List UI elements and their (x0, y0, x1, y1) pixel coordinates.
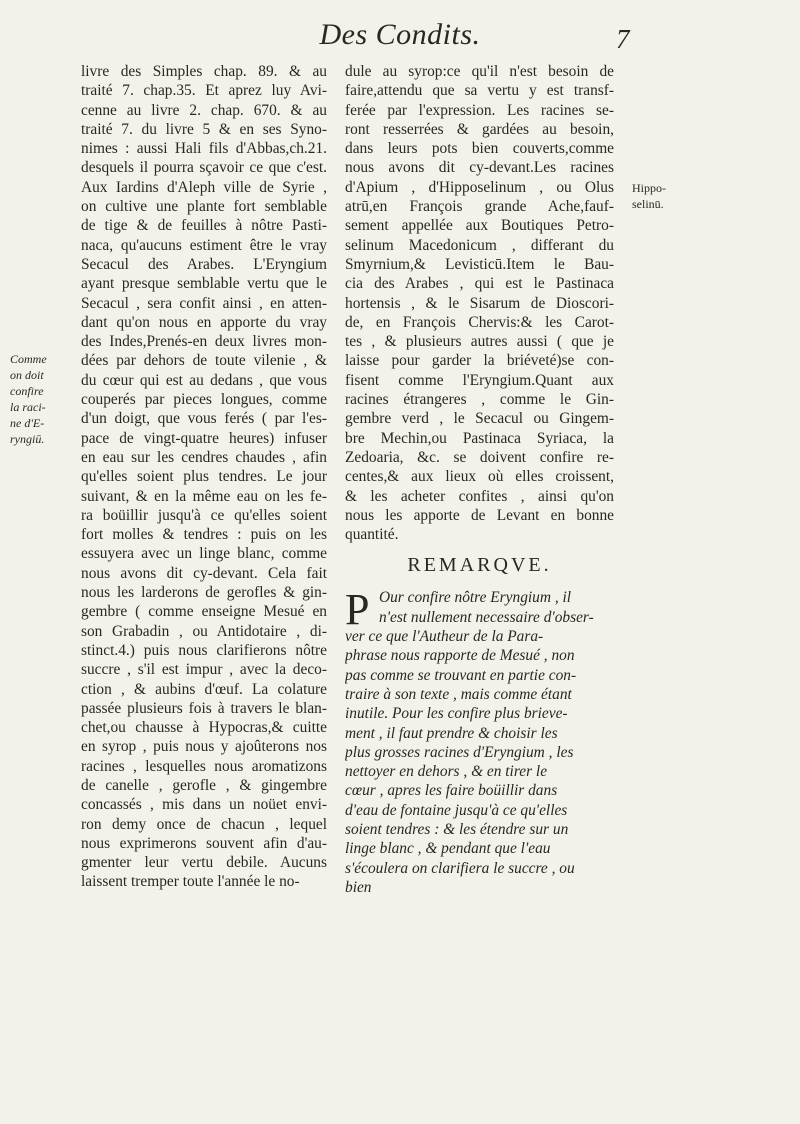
text-line: gembre ( comme enseigne Mesué en (81, 603, 327, 621)
page-header (0, 18, 800, 52)
text-line: essuyera avec un linge blanc, comme (81, 545, 327, 563)
text-line: livre des Simples chap. 89. & au (81, 63, 327, 80)
left-margin-note (10, 351, 47, 447)
text-line: gmenter leur vertu debile. Aucuns (81, 854, 327, 872)
remark-line: d'eau de fontaine jusqu'à ce qu'elles (345, 801, 568, 819)
running-title: Des Condits. (319, 18, 481, 51)
text-line: en syrop , puis nous y ajoûterons nos (81, 738, 327, 756)
text-line: sement appellée aux Boutiques Petro- (345, 217, 614, 235)
remark-line: plus grosses racines d'Eryngium , les (345, 743, 574, 761)
margin-note-line: on doit (10, 368, 44, 382)
text-line: fisent comme l'Eryngium.Quant aux (345, 371, 614, 389)
remark-line: bien (345, 878, 372, 896)
remark-line: phrase nous rapporte de Mesué , non (345, 647, 575, 665)
remark-opening (345, 585, 614, 897)
text-line: racines , lesquelles nous aromatizons (81, 757, 327, 775)
text-line: on cultive une plante fort semblable (81, 198, 327, 216)
text-line: ron demy once de chacun , lequel (81, 815, 327, 833)
text-line: Secacul des Arabes. L'Eryngium (81, 255, 327, 273)
right-margin-note (632, 180, 666, 212)
text-line: naca, qu'aucuns estiment être le vray (81, 236, 327, 254)
text-line: d'un doigt, que vous ferés ( par l'es- (81, 410, 327, 428)
text-line: dule au syrop:ce qu'il n'est besoin de (345, 63, 614, 80)
text-line: hortensis , & le Sisarum de Dioscori- (345, 294, 614, 312)
text-line: nous exprimerons souvent afin d'au- (81, 834, 327, 852)
text-line: pace de vingt-quatre heures) infuser (81, 429, 327, 447)
text-line: quantité. (345, 526, 399, 544)
margin-note-line: la raci- (10, 400, 46, 414)
text-line: d'Apium , d'Hipposelinum , ou Olus (345, 178, 614, 196)
remark-line: inutile. Pour les confire plus brieve- (345, 705, 568, 723)
text-line: desquels il pourra sçavoir ce que c'est. (81, 159, 327, 177)
text-line: nous avons dit cy-devant.Les racines (345, 159, 614, 177)
text-line: laisse pour garder la briéveté)se con- (345, 352, 614, 370)
text-line: nimes : aussi Hali fils d'Abbas,ch.21. (81, 140, 327, 158)
text-line: nous les larderons de gerofles & gin- (81, 584, 327, 602)
text-line: couperés par pieces longues, comme (81, 391, 327, 409)
margin-note-line: confire (10, 384, 44, 398)
remark-line: nettoyer en dehors , & en tirer le (345, 763, 548, 781)
text-line: bre Mechin,ou Pastinaca Syriaca, la (345, 429, 614, 447)
text-line: suivant, & en la même eau on les fe- (81, 487, 327, 505)
text-line: racines étrangeres , comme le Gin- (345, 391, 614, 409)
remark-line: soient tendres : & les étendre sur un (345, 820, 569, 838)
text-line: de tige & de feuilles à nôtre Pasti- (81, 217, 327, 235)
remark-line: linge blanc , & pendant que l'eau (345, 840, 551, 858)
left-text-column (81, 62, 327, 892)
text-line: gembre verd , le Secacul ou Gingem- (345, 410, 614, 428)
text-line: nous les apporte de Levant en bonne (345, 506, 614, 524)
text-line: fort molles & tendres : puis on les (81, 526, 327, 544)
text-line: traité 7. du livre 5 & en ses Syno- (81, 120, 327, 138)
text-line: selinum Macedonicum , differant du (345, 236, 614, 254)
page-number: 7 (616, 24, 630, 54)
text-line: qu'elles soient plus tendres. Le jour (81, 468, 327, 486)
text-line: faire,attendu que sa vertu y est transf- (345, 82, 614, 100)
margin-note-line: Comme (10, 352, 47, 366)
text-line: Smyrnium,& Levisticū.Item le Bau- (345, 255, 614, 273)
text-line: succre , s'il est impur , avec la deco- (81, 661, 327, 679)
text-line: chet,ou chausse à Hypocras,& cuitte (81, 719, 327, 737)
text-line: centes,& aux lieux où elles croissent, (345, 468, 614, 486)
text-line: son Grabadin , ou Antidotaire , di- (81, 622, 327, 640)
text-line: de canelle , gerofle , & gingembre (81, 776, 327, 794)
text-line: atrū,en François grande Ache,fauf- (345, 198, 614, 216)
margin-note-line: ne d'E- (10, 416, 45, 430)
text-line: des Indes,Prenés-en deux livres mon- (81, 333, 327, 351)
text-line: passée plusieurs fois à travers le blan- (81, 699, 327, 717)
margin-note-line: selinū. (632, 197, 664, 211)
remark-line: ment , il faut prendre & choisir les (345, 724, 558, 742)
text-line: cia des Arabes , qui est le Pastinaca (345, 275, 614, 293)
text-line: Zedoaria, &c. se doivent confire re- (345, 448, 614, 466)
remark-line: n'est nullement necessaire d'obser- (379, 608, 594, 626)
remark-line: pas comme se trouvant en partie con- (345, 666, 577, 684)
margin-note-line: Hippo- (632, 181, 666, 195)
remark-line: cœur , apres les faire boüillir dans (345, 782, 558, 800)
text-line: dans leurs pots bien couverts,comme (345, 140, 614, 158)
text-line: tes , & plusieurs autres aussi ( que je (345, 333, 614, 351)
text-line: concassés , mis dans un noüet envi- (81, 796, 327, 814)
text-line: & les acheter confites , ainsi qu'on (345, 487, 614, 505)
text-line: ra boüillir jusqu'à ce qu'elles soient (81, 506, 327, 524)
right-column-paragraph (345, 62, 614, 544)
right-text-column (345, 62, 614, 897)
text-line: ction , & aubins d'œuf. La colature (81, 680, 327, 698)
remark-paragraph (345, 585, 614, 897)
text-line: dées par dehors de toute vilenie , & (81, 352, 327, 370)
text-line: cenne au livre 2. chap. 670. & au (81, 101, 327, 119)
remark-line: traire à son texte , mais comme étant (345, 685, 572, 703)
text-line: Secacul , sera confit ainsi , en atten- (81, 294, 327, 312)
text-line: dant qu'on nous en apporte du vray (81, 313, 327, 331)
drop-cap: P (345, 585, 370, 635)
text-line: ayant presque semblable vertu que le (81, 275, 327, 293)
remark-line: Our confire nôtre Eryngium , il (379, 589, 572, 607)
text-line: nous avons dit cy-devant. Cela fait (81, 564, 327, 582)
text-line: laissent tremper toute l'année le no- (81, 873, 300, 891)
text-line: du cœur qui est au dedans , que vous (81, 371, 327, 389)
text-line: stinct.4.) puis nous clarifierons nôtre (81, 641, 327, 659)
margin-note-line: ryngiū. (10, 432, 45, 446)
remark-heading: REMARQVE. (407, 554, 552, 577)
text-line: Aux Iardins d'Aleph ville de Syrie , (81, 178, 327, 196)
text-line: en eau sur les cendres chaudes , afin (81, 448, 327, 466)
text-line: traité 7. chap.35. Et aprez luy Avi- (81, 82, 327, 100)
remark-line: ver ce que l'Autheur de la Para- (345, 628, 544, 646)
text-line: ferée par l'expression. Les racines se- (345, 101, 614, 119)
text-line: de, en François Chervis:& les Carot- (345, 313, 614, 331)
text-line: ront resserrées & gardées au besoin, (345, 120, 614, 138)
remark-line: s'écoulera on clarifiera le succre , ou (345, 859, 575, 877)
